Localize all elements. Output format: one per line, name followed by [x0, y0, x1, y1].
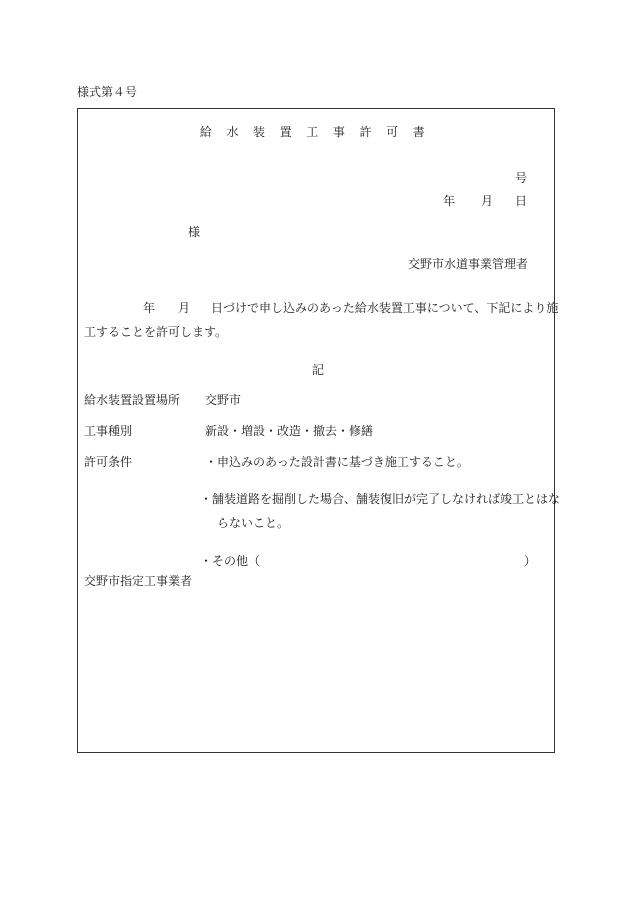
date-day-label: 日: [515, 194, 528, 208]
document-title: 給 水 装 置 工 事 許 可 書: [199, 125, 431, 139]
location-value: 交野市: [205, 393, 242, 407]
addressee-suffix: 様: [188, 225, 201, 239]
doc-number-label: 号: [515, 171, 528, 185]
location-label: 給水装置設置場所: [84, 393, 181, 407]
date-month-label: 月: [481, 194, 494, 208]
body-year-label: 年: [143, 301, 156, 315]
work-type-label: 工事種別: [84, 424, 133, 438]
condition-other-close: ）: [524, 554, 537, 568]
body-text-line2: 工することを許可します。: [84, 325, 228, 339]
conditions-label: 許可条件: [84, 455, 133, 469]
issuer-name: 交野市水道事業管理者: [408, 257, 529, 271]
condition-item-2-cont: らないこと。: [217, 516, 290, 530]
form-number: 様式第４号: [77, 85, 138, 99]
body-text-line1: 日づけで申し込みのあった給水装置工事について、下記により施: [211, 301, 559, 315]
contractor-label: 交野市指定工事業者: [84, 574, 193, 588]
condition-other-open: ・その他（: [200, 554, 261, 568]
work-type-value: 新設・増設・改造・撤去・修繕: [205, 424, 374, 438]
ki-heading: 記: [312, 363, 325, 377]
condition-item-2: ・舗装道路を掘削した場合、舗装復旧が完了しなければ竣工とはな: [200, 492, 561, 506]
body-month-label: 月: [178, 301, 191, 315]
condition-item-1: ・申込みのあった設計書に基づき施工すること。: [205, 455, 469, 469]
date-year-label: 年: [443, 194, 456, 208]
